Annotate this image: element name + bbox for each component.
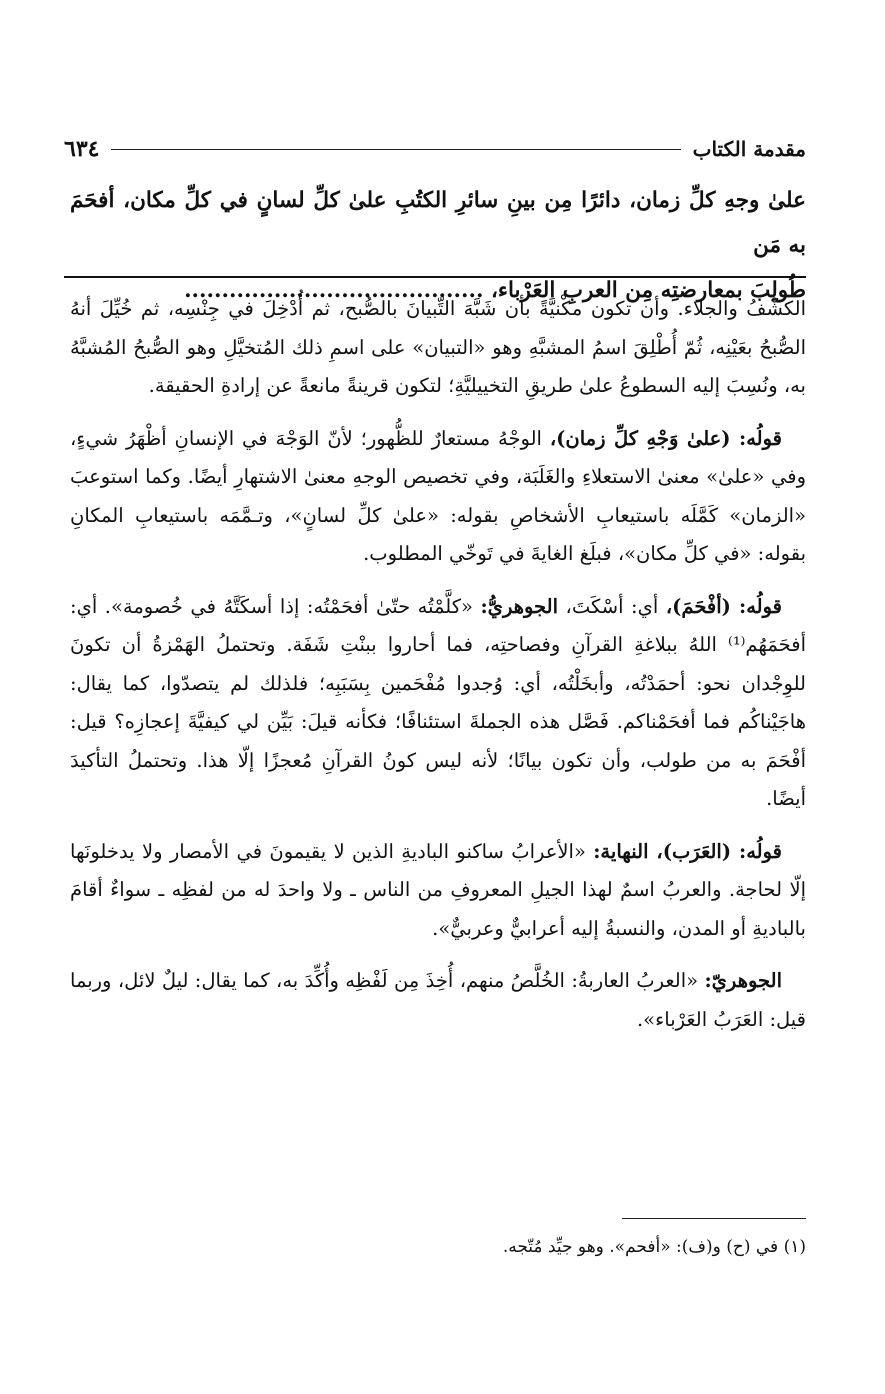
- paragraph-body: الوجْهُ مستعارٌ للظُّهور؛ لأنّ الوَجْهَ في الإنسانِ أظْهَرُ شيءٍ، وفي «علىٰ» معنىٰ الاستعلاءِ والغَلَبَة، وفي تخصيص الوجهِ معنىٰ الاشتهارِ أيضًا. وكما استوعبَ «الزمان» كَمَّلَه باستيعابِ الأشخاصِ بقوله: «علىٰ كلِّ لسانٍ»، وتـمَّمَه باستيعابِ المكانِ بقوله: «في كلِّ مكان»، فبلَغ الغايةَ في تَوخّي المطلوب.: [70, 426, 806, 565]
- lemma: قولُه: (العَرَب)، النهاية:: [593, 839, 782, 863]
- paragraph-body: «الأعرابُ ساكنو الباديةِ الذين لا يقيمونَ في الأمصار ولا يدخلونَها إلّا لحاجة. والعربُ اسمٌ لهذا الجيلِ المعروفِ من الناس ـ ولا واحدَ له من لفظِه ـ سواءٌ أقامَ بالباديةِ أو المدن، والنسبةُ إليه أعرابيٌّ وعربيٌّ».: [70, 839, 806, 940]
- commentary-paragraph-3: [70, 588, 806, 819]
- lemma: قولُه: (أفْحَمَ)،: [665, 594, 782, 618]
- commentary-paragraph-2: [70, 420, 806, 574]
- header-rule: [111, 149, 680, 150]
- commentary-paragraph-1: الكشْفُ والجلاء. وأن تكون مكْنيَّةً بأن شَبَّهَ التِّبيانَ بالصُّبح، ثم أُدْخِلَ في جِنْسِه، ثم خُيِّلَ أنهُ الصُّبحُ بعَيْنِه، ثُمّ أُطْلِقَ اسمُ المشبَّهِ وهو «التبيان» على اسمِ ذلك المُتخيَّلِ وهو الصُّبحُ المُشبَّهُ به، ونُسِبَ إليه السطوعُ علىٰ طريقِ التخييليَّةِ؛ لتكون قرينةً مانعةً عن إرادةِ الحقيقة.: [70, 297, 806, 397]
- paragraph-body: «العربُ العاربةُ: الخُلَّصُ منهم، أُخِذَ مِن لَفْظِه وأُكِّدَ به، كما يقال: ليلٌ لائل، وربما قيل: العَرَبُ العَرْباء».: [70, 969, 806, 1031]
- source-name: الجوهريُّ:: [480, 594, 559, 618]
- paragraph-body: «كلَّمْتُه حتّىٰ أفحَمْتُه: إذا أسكَتَّهُ في خُصومة». أي: أفحَمَهُم⁽¹⁾ اللهُ ببلاغةِ القرآنِ وفصاحتِه، فما أحاروا ببنْتِ شَفَة. وتحتملُ الهَمْزةُ أن تكونَ للوِجْدان نحو: أحمَدْتُه، وأبخَلْتُه، أي: وُجدوا مُفْحَمين بِسَبَبِه؛ فلذلك لم يتصدّوا، كما يقال: هاجَيْناكُم فما أفحَمْناكم. فَصَّل هذه الجملةَ استئنافًا؛ فكأنه قيلَ: بَيِّن لي كيفيَّةَ إعجازِه؟ قيل: أفْحَمَ به من طولب، وأن تكون بيانًا؛ لأنه ليس كونُ القرآنِ مُعجزًا إلّا هذا. وتحتملُ التأكيدَ أيضًا.: [70, 594, 806, 810]
- matn-line-2: طُولِبَ بمعارضتِه مِن العربِ العَرْباء، ........................................: [184, 278, 806, 303]
- commentary-paragraph-5: [70, 962, 806, 1039]
- matn-line-1: علىٰ وجهِ كلِّ زمان، دائرًا مِن بينِ سائرِ الكتُبِ علىٰ كلِّ لسانٍ في كلِّ مكان، أفحَمَ به مَن: [70, 188, 806, 258]
- matn-separator: [64, 276, 806, 278]
- source-name: الجوهريّ:: [704, 969, 782, 992]
- running-title: مقدمة الكتاب: [692, 137, 806, 161]
- lemma: قولُه: (علىٰ وَجْهِ كلِّ زمان)،: [549, 426, 782, 450]
- commentary: [70, 290, 806, 1053]
- footnote: (١) في (ح) و(ف): «أفحم». وهو جيِّد مُتّجه.: [502, 1237, 806, 1257]
- page-header: [64, 134, 806, 164]
- commentary-paragraph-4: [70, 833, 806, 949]
- footnote-separator: [622, 1218, 806, 1219]
- paragraph-body: أي: أسْكَتَ،: [558, 594, 666, 618]
- page-number: ٦٣٤: [64, 136, 100, 162]
